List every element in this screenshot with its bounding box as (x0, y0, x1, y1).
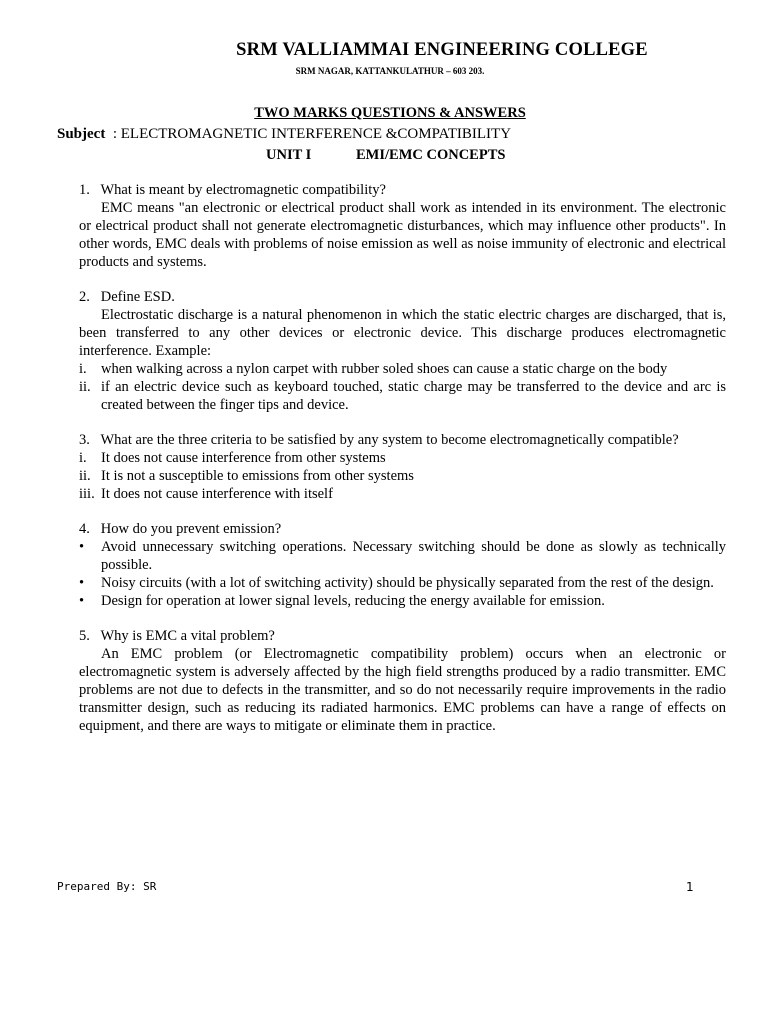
question-text: 4. How do you prevent emission? (79, 521, 282, 537)
question-text: 5. Why is EMC a vital problem? (79, 628, 275, 644)
list-item (79, 378, 726, 414)
question-block (79, 288, 726, 414)
list-item (79, 467, 726, 485)
list-item-text: Noisy circuits (with a lot of switching activity) should be physically separated from the rest of the design. (101, 575, 714, 591)
prepared-by: Prepared By: SR (57, 880, 157, 893)
unit-title: EMI/EMC CONCEPTS (356, 147, 506, 163)
bullet-icon: • (79, 539, 85, 555)
list-item (79, 574, 726, 592)
list-item-text: It is not a susceptible to emissions from other systems (101, 468, 414, 484)
list-item (79, 592, 726, 610)
list-item-text: It does not cause interference with itself (101, 486, 333, 502)
bullet-icon: • (79, 593, 85, 609)
list-item-text: It does not cause interference from other systems (101, 450, 386, 466)
list-item-text: when walking across a nylon carpet with rubber soled shoes can cause a static charge on the body (101, 361, 668, 377)
list-item (79, 360, 726, 378)
question-block (79, 431, 726, 503)
list-item-text: Design for operation at lower signal levels, reducing the energy available for emission. (101, 593, 605, 609)
page-number: 1 (686, 880, 694, 894)
list-item (79, 449, 726, 467)
answer-text: EMC means "an electronic or electrical product shall work as intended in its environment. The electronic or electrical product shall not generate electromagnetic disturbances, which may influence other products". In other words, EMC deals with problems of noise emission as well as noise immunity of electronic and electrical products and systems. (79, 200, 726, 270)
answer-text: Electrostatic discharge is a natural phenomenon in which the static electric charges are discharged, that is, been transferred to any other devices or electronic device. This discharge produces electromagnetic interference. Example: (79, 307, 726, 359)
list-marker: i. (79, 361, 87, 377)
list-marker: iii. (79, 486, 95, 502)
subject-value: : ELECTROMAGNETIC INTERFERENCE &COMPATIBILITY (105, 126, 512, 142)
bullet-icon: • (79, 575, 85, 591)
list-item-text: Avoid unnecessary switching operations. Necessary switching should be done as slowly as technically possible. (101, 539, 726, 573)
subject-label: Subject (57, 126, 106, 142)
question-block (79, 627, 726, 735)
answer-text: An EMC problem (or Electromagnetic compatibility problem) occurs when an electronic or electromagnetic system is adversely affected by the high field strengths produced by a radio transmitter. EMC problems are not due to defects in the transmitter, and so do not necessarily require improvements in the radio transmitter design, such as reducing its radiated harmonics. EMC problems can have a range of effects on equipment, and there are ways to mitigate or eliminate them in practice. (79, 646, 726, 734)
document-title: TWO MARKS QUESTIONS & ANSWERS (254, 105, 526, 121)
question-block (79, 181, 726, 271)
college-address: SRM NAGAR, KATTANKULATHUR – 603 203. (295, 66, 485, 76)
college-name: SRM VALLIAMMAI ENGINEERING COLLEGE (236, 40, 648, 60)
list-marker: ii. (79, 379, 91, 395)
unit-heading (266, 147, 505, 164)
list-item-text: if an electric device such as keyboard touched, static charge may be transferred to the device and arc is created between the finger tips and device. (101, 379, 726, 413)
question-text: 2. Define ESD. (79, 289, 175, 305)
question-block (79, 520, 726, 610)
list-marker: ii. (79, 468, 91, 484)
question-text: 3. What are the three criteria to be satisfied by any system to become electromagnetically compatible? (79, 432, 679, 448)
list-marker: i. (79, 450, 87, 466)
subject-line (57, 126, 511, 143)
unit-label: UNIT I (266, 147, 312, 163)
qa-content (79, 181, 726, 735)
list-item (79, 485, 726, 503)
question-text: 1. What is meant by electromagnetic compatibility? (79, 182, 386, 198)
list-item (79, 538, 726, 574)
